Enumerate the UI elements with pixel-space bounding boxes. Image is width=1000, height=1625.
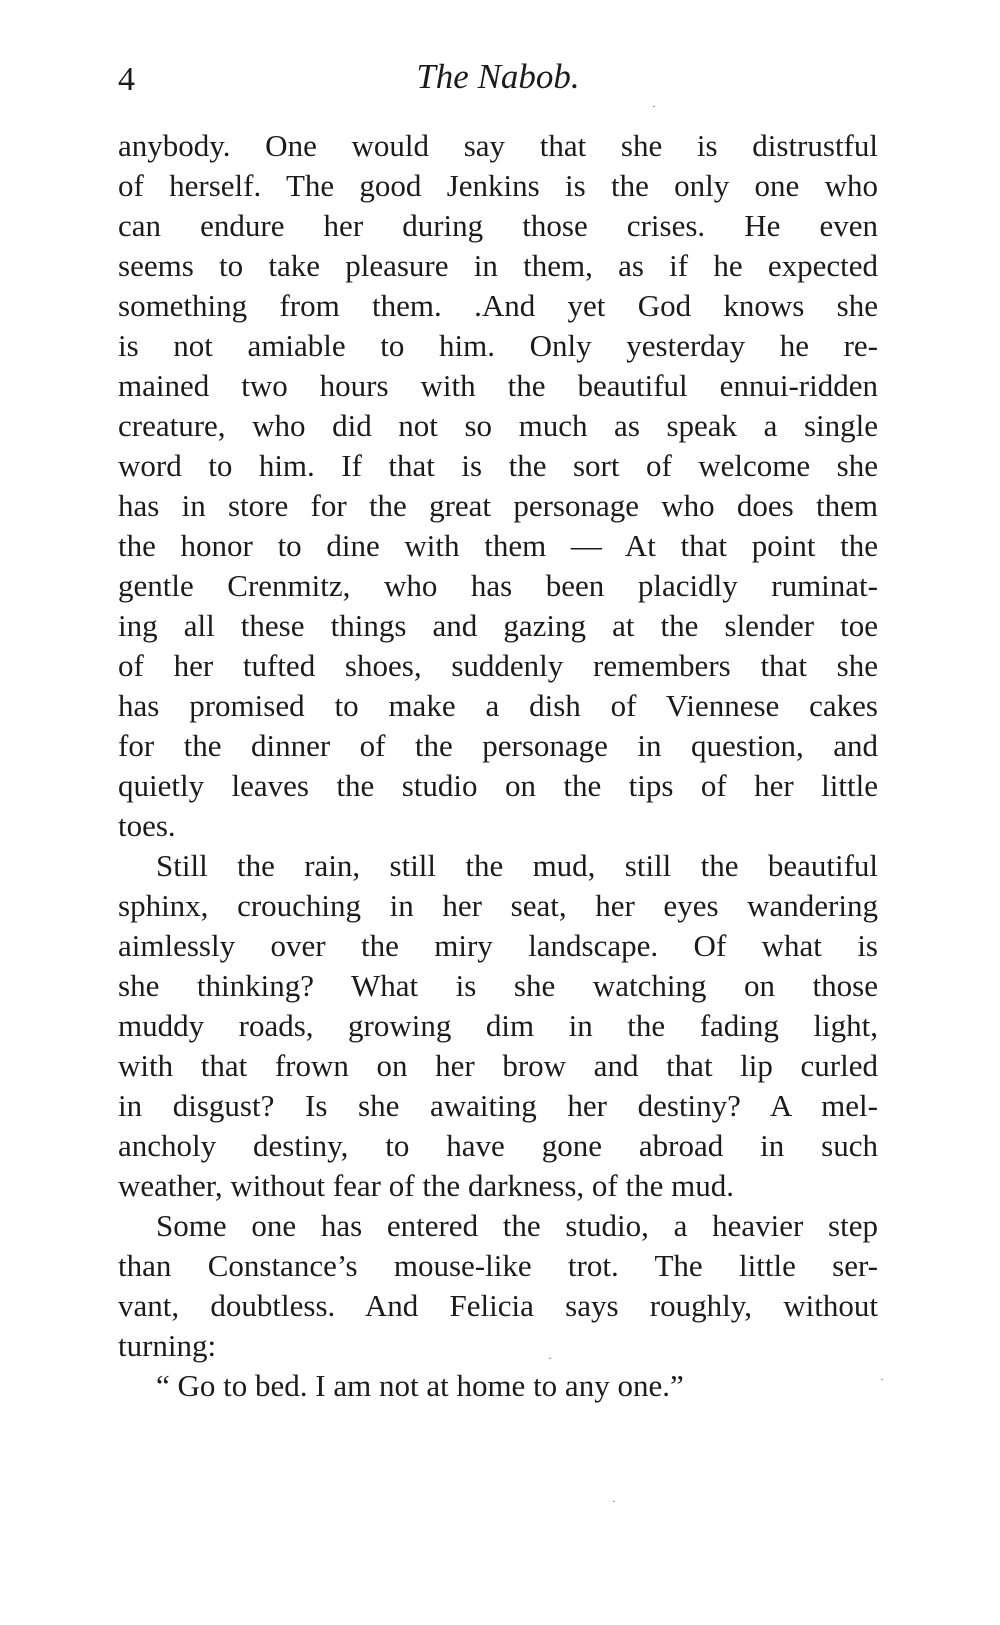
text-line: Some one has entered the studio, a heavier step <box>156 1208 878 1243</box>
text-line: of her tufted shoes, suddenly remembers that she <box>118 648 878 683</box>
print-speck: · <box>880 1372 884 1386</box>
text-line: in disgust? Is she awaiting her destiny? A mel- <box>118 1088 878 1123</box>
text-line: has in store for the great personage who does them <box>118 488 878 523</box>
text-line: can endure her during those crises. He even <box>118 208 878 243</box>
print-speck: · <box>548 1351 552 1365</box>
text-line: Still the rain, still the mud, still the beautiful <box>156 848 878 883</box>
text-line: she thinking? What is she watching on those <box>118 968 878 1003</box>
text-line: quietly leaves the studio on the tips of her little <box>118 768 878 803</box>
text-line: is not amiable to him. Only yesterday he re- <box>118 328 878 363</box>
text-line: anybody. One would say that she is distrustful <box>118 128 878 163</box>
text-line: than Constance’s mouse-like trot. The little ser- <box>118 1248 878 1283</box>
text-line: with that frown on her brow and that lip curled <box>118 1048 878 1083</box>
text-line: vant, doubtless. And Felicia says roughly, without <box>118 1288 878 1323</box>
text-line: turning: <box>118 1328 217 1363</box>
text-line: aimlessly over the miry landscape. Of what is <box>118 928 878 963</box>
text-line: word to him. If that is the sort of welcome she <box>118 448 878 483</box>
paragraph <box>118 1206 878 1366</box>
text-line: gentle Crenmitz, who has been placidly ruminat- <box>118 568 878 603</box>
print-speck: · <box>652 99 656 113</box>
text-line: ing all these things and gazing at the slender toe <box>118 608 878 643</box>
text-line: toes. <box>118 808 176 843</box>
text-line: mained two hours with the beautiful ennui-ridden <box>118 368 878 403</box>
text-line: something from them. .And yet God knows she <box>118 288 878 323</box>
page-number: 4 <box>118 61 135 98</box>
text-line: of herself. The good Jenkins is the only one who <box>118 168 878 203</box>
text-line: seems to take pleasure in them, as if he expected <box>118 248 878 283</box>
paragraph <box>118 1366 878 1406</box>
text-line: “ Go to bed. I am not at home to any one.” <box>156 1368 684 1403</box>
paragraph <box>118 126 878 846</box>
running-title: The Nabob. <box>416 57 580 96</box>
text-line: weather, without fear of the darkness, of the mud. <box>118 1168 734 1203</box>
text-line: the honor to dine with them — At that point the <box>118 528 878 563</box>
print-speck: · <box>612 1494 616 1508</box>
text-line: sphinx, crouching in her seat, her eyes wandering <box>118 888 878 923</box>
page-header <box>118 52 878 104</box>
text-line: creature, who did not so much as speak a single <box>118 408 878 443</box>
body-text <box>118 126 878 1406</box>
text-line: muddy roads, growing dim in the fading light, <box>118 1008 878 1043</box>
paragraph <box>118 846 878 1206</box>
text-line: ancholy destiny, to have gone abroad in such <box>118 1128 878 1163</box>
text-line: for the dinner of the personage in question, and <box>118 728 878 763</box>
text-line: has promised to make a dish of Viennese cakes <box>118 688 878 723</box>
